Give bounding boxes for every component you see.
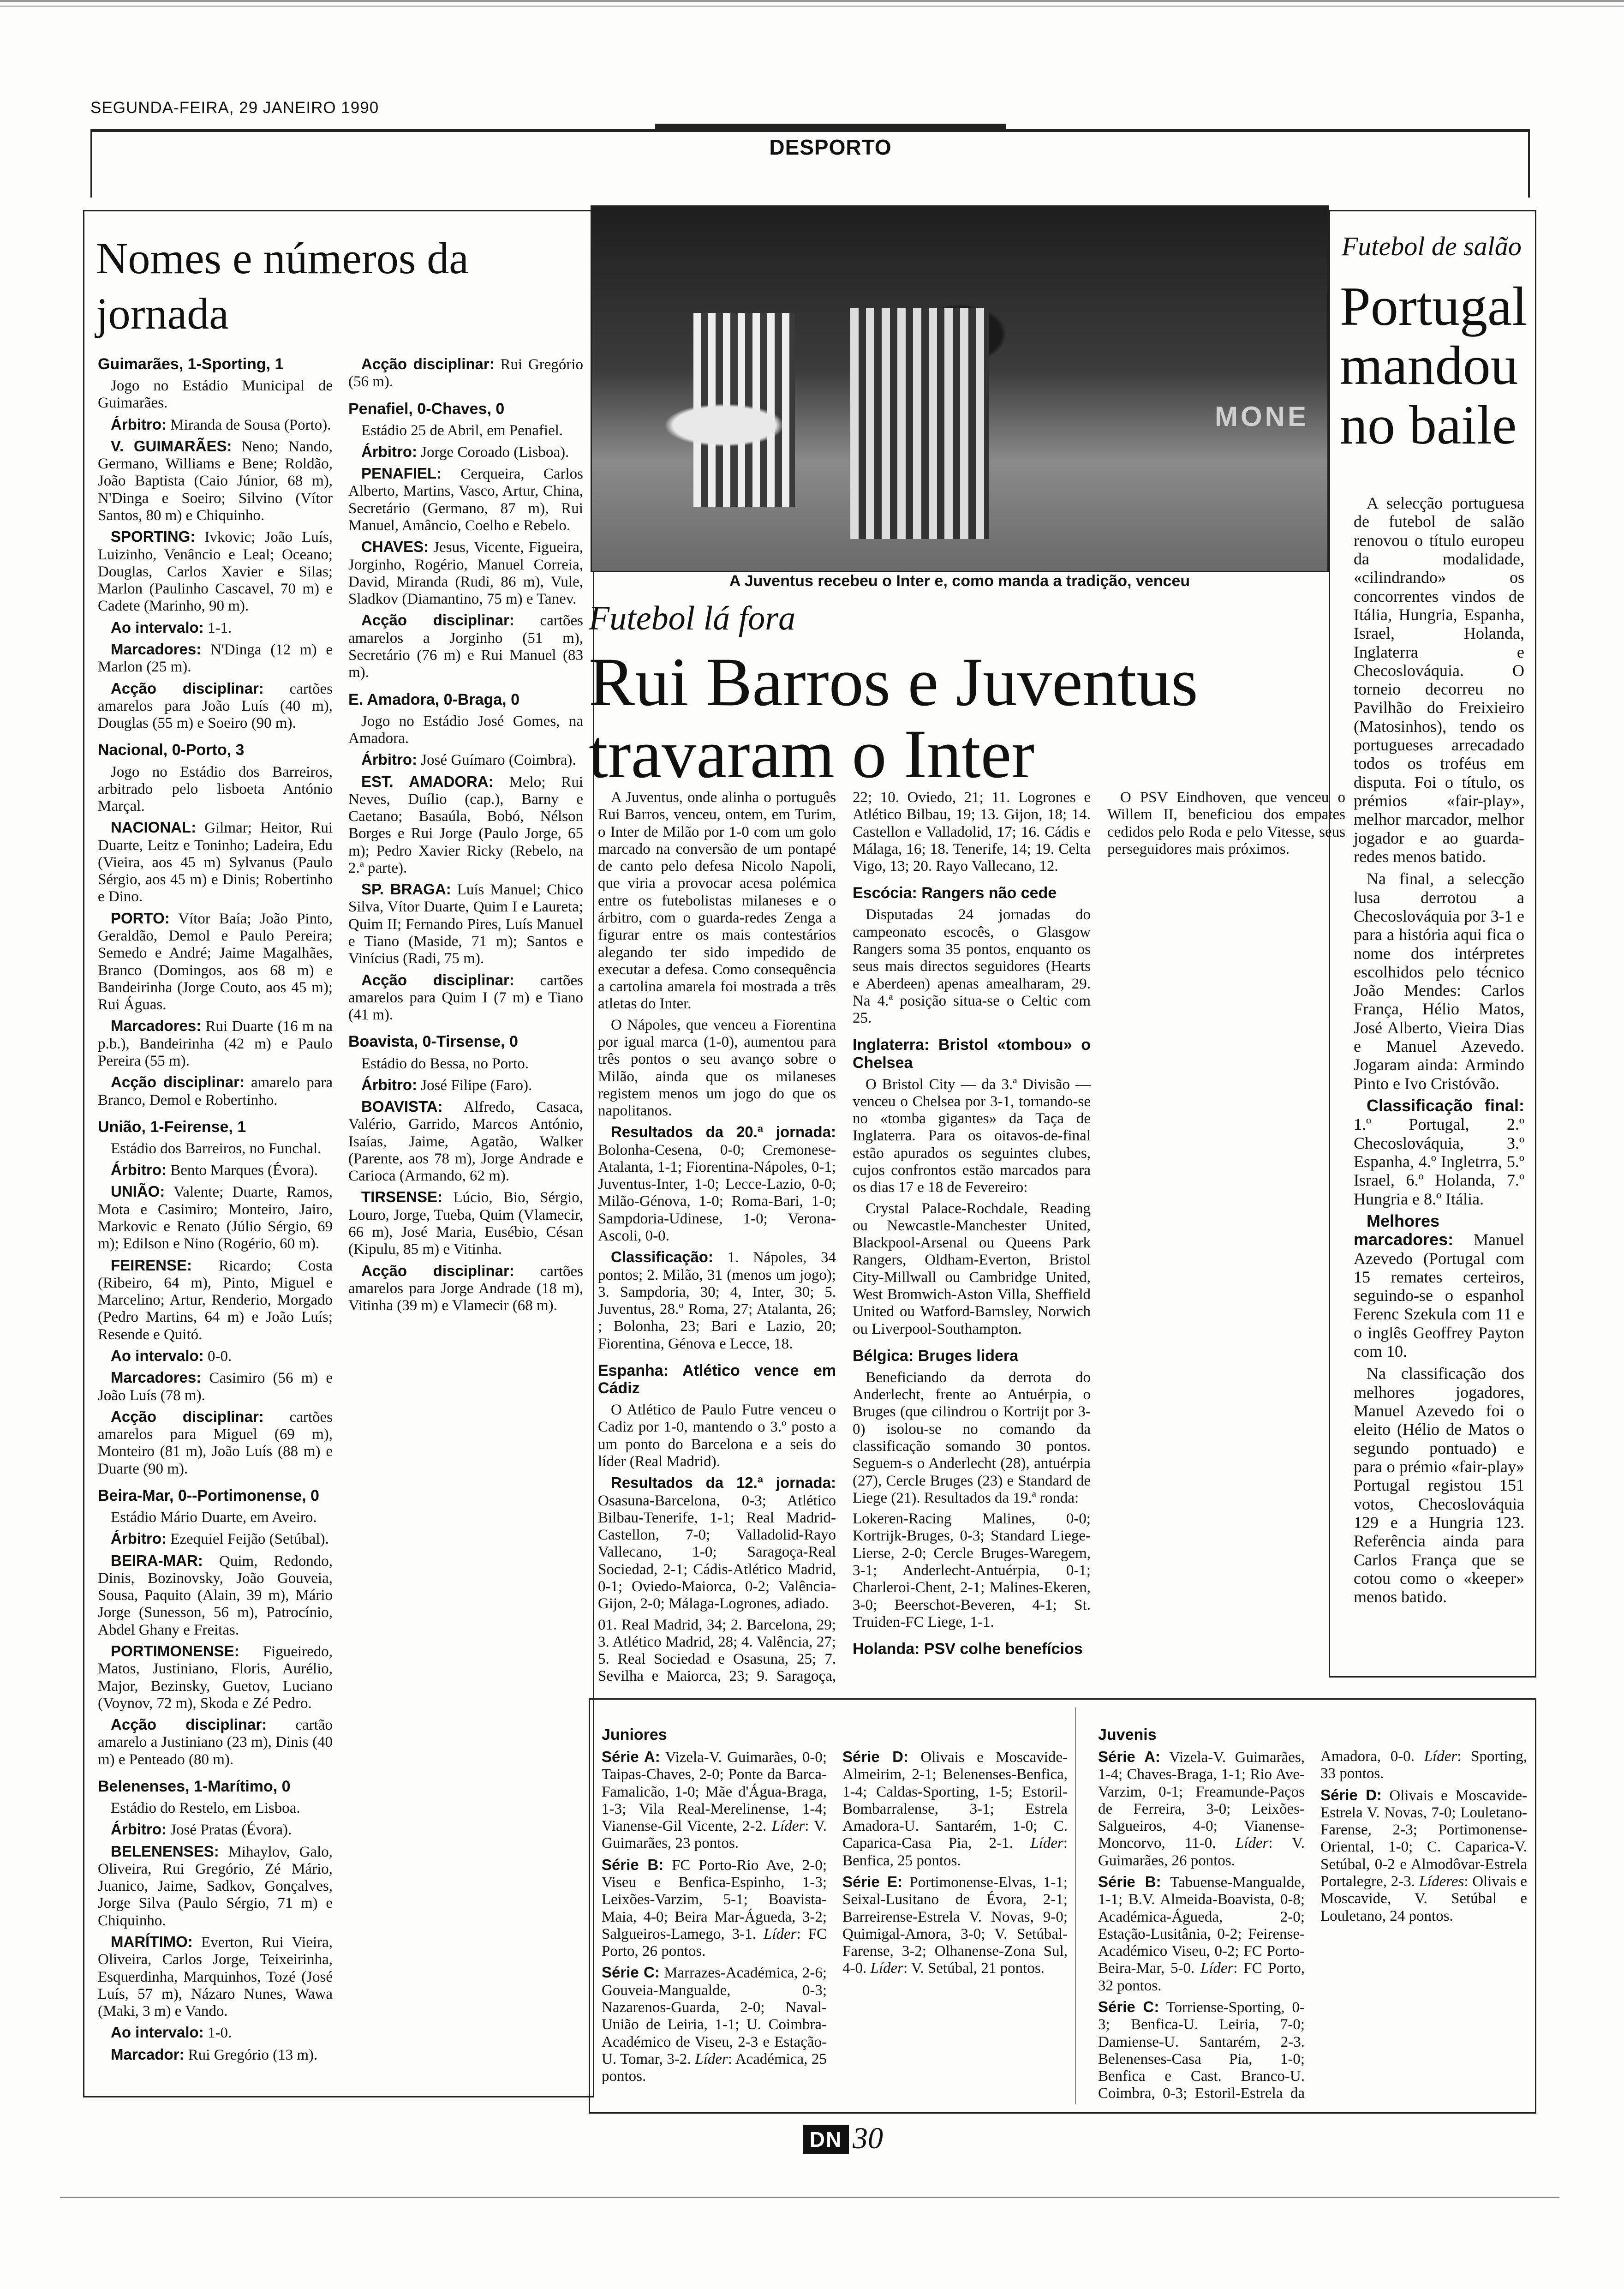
frame-right (1528, 132, 1530, 198)
bottom-rule (60, 2197, 1559, 2198)
juniores-section (602, 1726, 1068, 2103)
match-report: Estádio dos Barreiros, no Funchal. Árbitro: Bento Marques (Évora). UNIÃO: Valente; Duarte, Ramos, Mota e Casimiro; Monteiro, Jairo, Markovic e Renato (Júlio Sérgio, 69 m); Edilson e Nino (Rogério, 60 m). FEIRENSE: Ricardo; Costa (Ribeiro, 64 m), Pinto, Miguel e Marcelino; Artur, Renderio, Morgado (Pedro Martins, 64 m) e João Luís; Resende e Quitó. Ao intervalo: 0-0. Marcadores: Casimiro (56 m) e João Luís (78 m). Acção disciplinar: cartões amarelos para Miguel (69 m), Monteiro (81 m), João Luís (88 m) e Duarte (90 m). (98, 1140, 333, 1477)
match-heading: Penafiel, 0-Chaves, 0 (348, 400, 505, 418)
main-kicker: Futebol lá fora (589, 599, 796, 637)
results-title: Nomes e números da jornada (96, 234, 469, 338)
side-headline: Portugal mandou no baile (1340, 276, 1528, 455)
page-number: 30 (853, 2121, 883, 2155)
match-report: Estádio do Restelo, em Lisboa. Árbitro: José Pratas (Évora). BELENENSES: Mihaylov, Galo, Oliveira, Rui Gregório, Zé Mário, Juanico, Jaime, Sadkov, Gonçalves, Jorge Silva (Paulo Sérgio, 71 m) e Chiquinho. MARÍTIMO: Everton, Rui Vieira, Oliveira, Carlos Jorge, Teixeirinha, Esquerdinha, Marquinhos, Tozé (José Luís, 57 m), Názaro Nunes, Wawa (Maki, 3 m) e Vando. Ao intervalo: 1-0. Marcador: Rui Gregório (13 m). Acção disciplinar: Rui Gregório (56 m). (98, 355, 583, 2063)
side-article-body: A selecção portuguesa de futebol de salão renovou o título europeu da modalidade, «cilindrando» os concorrentes vindos de Itália, Hungria, Espanha, Israel, Holanda, Inglaterra e Checoslováquia. O torneio decorreu no Pavilhão do Freixieiro (Matosinhos), tendo os portugueses arrecadado todos os troféus em disputa. Foi o título, os prémios «fair-play», melhor marcador, melhor jogador e ao guarda-redes menos batido. Na final, a selecção lusa derrotou a Checoslováquia por 3-1 e para a história aqui fica o nome dos intérpretes escolhidos pelo técnico João Mendes: Carlos França, Hélio Matos, José Alberto, Vieira Dias e Manuel Azevedo. Jogaram ainda: Armindo Pinto e Ivo Cristóvão. Classificação final: 1.º Portugal, 2.º Checoslováquia, 3.º Espanha, 4.º Ingletrra, 5.º Israel, 6.º Holanda, 7.º Hungria e 8.º Itália. Melhores marcadores: Manuel Azevedo (Portugal com 15 remates certeiros, seguindo-se o espanhol Ferenc Szekula com 11 e o inglês Geoffrey Payton com 10. Na classificação dos melhores jogadores, Manuel Azevedo foi o eleito (Hélio de Matos o segundo pontuado) e para o prémio «fair-play» Portugal registou 151 votos, Checoslováquia 129 e a Hungria 123. Referência ainda para Carlos França que se cotou como o «keeper» menos batido. (1354, 494, 1524, 1606)
date-line: SEGUNDA-FEIRA, 29 JANEIRO 1990 (90, 99, 379, 117)
photo-ad-board: MONE (1215, 401, 1309, 432)
section-bar (655, 124, 1006, 130)
section-title: DESPORTO (769, 135, 892, 159)
juniores-body: Série A: Vizela-V. Guimarães, 0-0; Taipas-Chaves, 2-0; Ponte da Barca-Famalicão, 1-0; Mãe d'Água-Braga, 1-3; Vila Real-Merelinense, 1-4; Vianense-Gil Vicente, 2-2. Líder: V. Guimarães, 23 pontos. Série B: FC Porto-Rio Ave, 2-0; Viseu e Benfica-Espinho, 1-3; Leixões-Varzim, 5-1; Boavista-Maia, 4-0; Beira Mar-Águeda, 3-2; Salgueiros-Lamego, 3-1. Líder: FC Porto, 26 pontos. Série C: Marrazes-Académica, 2-6; Gouveia-Mangualde, 0-3; Nazarenos-Guarda, 2-0; Naval-União de Leiria, 1-1; U. Coimbra-Académico de Viseu, 2-3 e Estação-U. Tomar, 3-2. Líder: Académica, 25 pontos. Série D: Olivais e Moscavide-Almeirim, 2-1; Belenenses-Benfica, 1-4; Caldas-Sporting, 1-5; Estoril-Bombarralense, 3-1; Estrela Amadora-U. Santarém, 1-0; C. Caparica-Casa Pia, 2-1. Líder: Benfica, 25 pontos. Série E: Portimonense-Elvas, 1-1; Seixal-Lusitano de Évora, 2-1; Barreirense-Estrela V. Novas, 9-0; Quimigal-Amora, 3-0; V. Setúbal-Farense, 3-2; Olhanense-Zona Sul, 4-0. Líder: V. Setúbal, 21 pontos. (602, 1748, 1068, 2085)
match-photo (591, 205, 1329, 572)
match-heading: Belenenses, 1-Marítimo, 0 (98, 1778, 291, 1795)
frame-left (90, 132, 92, 198)
match-report: Jogo no Estádio dos Barreiros, arbitrado pelo lisboeta António Marçal. NACIONAL: Gilmar; Heitor, Rui Duarte, Leitz e Toninho; Ladeira, Edu (Vieira, aos 45 m) Sylvanus (Paulo Sérgio, aos 45 m) e Dinis; Robertinho e Dino. PORTO: Vítor Baía; João Pinto, Geraldão, Demol e Paulo Pereira; Semedo e André; Jaime Magalhães, Branco (Domingos, aos 68 m) e Bandeirinha (Jorge Couto, aos 45 m); Rui Águas. Marcadores: Rui Duarte (16 m na p.b.), Bandeirinha (42 m) e Paulo Pereira (55 m). Acção disciplinar: amarelo para Branco, Demol e Robertinho. (98, 763, 333, 1109)
match-heading: Beira-Mar, 0--Portimonense, 0 (98, 1486, 319, 1504)
match-heading: E. Amadora, 0-Braga, 0 (348, 690, 519, 708)
match-report: Jogo no Estádio José Gomes, na Amadora. Árbitro: José Guímaro (Coimbra). EST. AMADORA: Melo; Rui Neves, Duílio (cap.), Barny e Caetano; Basaúla, Bobó, Nélson Borges e Rui Jorge (Paulo Jorge, 65 m); Pedro Xavier Ricky (Rebelo, na 2.ª parte). SP. BRAGA: Luís Manuel; Chico Silva, Vítor Duarte, Quim I e Laureta; Quim II; Fernando Pires, Luís Manuel e Tiano (Maside, 71 m); Santos e Vinícius (Radi, 75 m). Acção disciplinar: cartões amarelos para Quim I (7 m) e Tiano (41 m). (348, 713, 583, 1024)
main-headline: Rui Barros e Juventus travaram o Inter (589, 644, 1198, 792)
juniores-title: Juniores (602, 1726, 667, 1744)
juvenis-section (1098, 1726, 1527, 2103)
youth-divider (1075, 1708, 1076, 2104)
match-heading: Nacional, 0-Porto, 3 (98, 741, 245, 759)
match-report: Estádio do Bessa, no Porto. Árbitro: José Filipe (Faro). BOAVISTA: Alfredo, Casaca, Valério, Garrido, Marcos António, Isaías, Jaime, Agatão, Walker (Parente, aos 78 m), Jorge Andrade e Carioca (Armando, 62 m). TIRSENSE: Lúcio, Bio, Sérgio, Louro, Jorge, Tueba, Quim (Vlamecir, 66 m), José Maria, Eusébio, Césan (Kipulu, 85 m) e Vitinha. Acção disciplinar: cartões amarelos para Jorge Andrade (18 m), Vitinha (39 m) e Vlamecir (68 m). (348, 1055, 583, 1314)
photo-caption: A Juventus recebeu o Inter e, como manda a tradição, venceu (729, 572, 1190, 590)
top-edge-2 (0, 6, 1624, 7)
match-report: Jogo no Estádio Municipal de Guimarães. Árbitro: Miranda de Sousa (Porto). V. GUIMARÃES: Neno; Nando, Germano, Williams e Bene; Roldão, João Baptista (Caio Júnior, 68 m), N'Dinga e Soeiro; Silvino (Vítor Santos, 80 m) e Chiquinho. SPORTING: Ivkovic; João Luís, Luizinho, Venâncio e Leal; Oceano; Douglas, Carlos Xavier e Silas; Marlon (Paulinho Cascavel, 70 m) e Cadete (Marinho, 90 m). Ao intervalo: 1-1. Marcadores: N'Dinga (12 m) e Marlon (25 m). Acção disciplinar: cartões amarelos para João Luís (40 m), Douglas (55 m) e Soeiro (90 m). (98, 378, 333, 732)
match-heading: Guimarães, 1-Sporting, 1 (98, 355, 284, 373)
top-edge (0, 0, 1624, 2)
match-heading: Boavista, 0-Tirsense, 0 (348, 1033, 518, 1051)
dn-logo: DN (803, 2125, 849, 2154)
juvenis-body: Série A: Vizela-V. Guimarães, 1-4; Chaves-Braga, 1-1; Rio Ave-Varzim, 0-1; Freamunde-Paços de Ferreira, 3-0; Leixões-Salgueiros, 4-0; Vianense-Moncorvo, 11-0. Líder: V. Guimarães, 26 pontos. Série B: Tabuense-Mangualde, 1-1; B.V. Almeida-Boavista, 0-8; Académica-Águeda, 2-0; Estação-Lusitânia, 0-2; Feirense-Académico Viseu, 0-2; FC Porto-Beira-Mar, 5-0. Líder: FC Porto, 32 pontos. Série C: Torriense-Sporting, 0-3; Benfica-U. Leiria, 7-0; Damiense-U. Santarém, 2-3. Belenenses-Casa Pia, 1-0; Benfica e Cast. Branco-U. Coimbra, 0-3; Estoril-Estrela da Amadora, 0-0. Líder: Sporting, 33 pontos. Série D: Olivais e Moscavide-Estrela V. Novas, 7-0; Louletano-Farense, 2-3; Portimonense-Oriental, 1-0; C. Caparica-V. Setúbal, 0-2 e Almodôvar-Estrela Portalegre, 2-3. Líderes: Olivais e Moscavide, V. Setúbal e Louletano, 24 pontos. (1098, 1748, 1528, 2102)
juvenis-title: Juvenis (1098, 1726, 1157, 1744)
match-heading: União, 1-Feirense, 1 (98, 1118, 246, 1136)
match-report: Estádio 25 de Abril, em Penafiel. Árbitro: Jorge Coroado (Lisboa). PENAFIEL: Cerqueira, Carlos Alberto, Martins, Vasco, Artur, China, Secretário (Germano, 87 m), Rui Manuel, Amâncio, Coelho e Rebelo. CHAVES: Jesus, Vicente, Figueira, Jorginho, Rogério, Manuel Correia, David, Miranda (Rudi, 86 m), Vule, Sladkov (Diamantino, 75 m) e Tanev. Acção disciplinar: cartões amarelos a Jorginho (51 m), Secretário (76 m) e Rui Manuel (83 m). (348, 422, 583, 681)
main-article-body: A Juventus, onde alinha o português Rui Barros, venceu, ontem, em Turim, o Inter de Milão por 1-0 com um golo marcado na conversão de um pontapé de canto pelo defesa Nicolo Napoli, que viria a provocar acesa polémica entre os futebolistas milaneses e o árbitro, com o guarda-redes Zenga a figurar entre os mais contestários alegando ter sido impedido de executar a defesa. Como consequência a cartolina amarela foi mostrada a três atletas do Inter. O Nápoles, que venceu a Fiorentina por igual marca (1-0), aumentou para três pontos o seu avanço sobre o Milão, ainda que os milaneses registem menos um jogo do que os napolitanos. Resultados da 20.ª jornada: Bolonha-Cesena, 0-0; Cremonese-Atalanta, 1-1; Fiorentina-Nápoles, 0-1; Juventus-Inter, 1-0; Lecce-Lazio, 0-0; Milão-Génova, 1-0; Roma-Bari, 1-0; Sampdoria-Udinese, 1-0; Verona-Ascoli, 0-0. Classificação: 1. Nápoles, 34 pontos; 2. Milão, 31 (menos um jogo); 3. Sampdoria, 30; 4, Inter, 30; 5. Juventus, 28.º Roma, 27; Atalanta, 26; ; Bolonha, 23; Bari e Lazio, 20; Fiorentina, Génova e Lecce, 18. Espanha: Atlético vence em Cádiz O Atlético de Paulo Futre venceu o Cadiz por 1-0, mantendo o 3.º posto a um ponto do Barcelona e a seis do líder (Real Madrid). Resultados da 12.ª jornada: Osasuna-Barcelona, 0-3; Atlético Bilbau-Tenerife, 1-1; Real Madrid-Castellon, 7-0; Valladolid-Rayo Vallecano, 1-0; Saragoça-Real Sociedad, 2-1; Cádis-Atlético Madrid, 0-1; Oviedo-Maiorca, 0-2; Valência-Gijon, 2-0; Málaga-Logrones, adiado. 01. Real Madrid, 34; 2. Barcelona, 29; 3. Atlético Madrid, 28; 4. Valência, 27; 5. Real Sociedad e Osasuna, 25; 7. Sevilha e Maiorca, 23; 9. Saragoça, 22; 10. Oviedo, 21; 11. Logrones e Atlético Bilbau, 19; 13. Gijon, 18; 14. Castellon e Valladolid, 17; 16. Cádis e Málaga, 16; 18. Tenerife, 14; 19. Celta Vigo, 13; 20. Rayo Vallecano, 12. Escócia: Rangers não cede Disputadas 24 jornadas do campeonato escocês, o Glasgow Rangers soma 35 pontos, enquanto os seus mais directos seguidores (Hearts e Aberdeen) apenas amealharam, 29. Na 4.ª posição situa-se o Celtic com 25. Inglaterra: Bristol «tombou» o Chelsea O Bristol City — da 3.ª Divisão — venceu o Chelsea por 3-1, tornando-se no «tomba gigantes» da Taça de Inglaterra. Para os oitavos-de-final estão apurados os seguintes clubes, cujos confrontos estão marcados para os dias 17 e 18 de Fevereiro: Crystal Palace-Rochdale, Reading ou Newcastle-Manchester United, Blackpool-Arsenal ou Queens Park Rangers, Oldham-Everton, Bristol City-Millwall ou Cambridge United, West Bromwich-Aston Villa, Sheffield United ou Watford-Barnsley, Norwich ou Liverpool-Southampton. Bélgica: Bruges lidera Beneficiando da derrota do Anderlecht, frente ao Antuérpia, o Bruges (que cilindrou o Kortrijt por 3-0) isolou-se no comando da classificação somando 30 pontos. Seguem-s o Anderlecht (28), antuérpia (27), Cercle Bruges (23) e Standard de Liege (21). Resultados da 19.ª ronda: Lokeren-Racing Malines, 0-0; Kortrijk-Bruges, 0-3; Standard Liege-Lierse, 2-0; Cercle Bruges-Waregem, 3-1; Anderlecht-Antuérpia, 0-1; Charleroi-Chent, 2-1; Malines-Ekeren, 3-0; Beerschot-Beveren, 4-1; St. Truiden-FC Liege, 1-1. Holanda: PSV colhe benefícios O PSV Eindhoven, que venceu o Willem II, beneficiou dos empates cedidos pelo Roda e pelo Vitesse, seus perseguidores mais próximos. (598, 789, 1345, 1685)
side-kicker: Futebol de salão (1342, 231, 1522, 261)
match-report: Estádio Mário Duarte, em Aveiro. Árbitro: Ezequiel Feijão (Setúbal). BEIRA-MAR: Quim, Redondo, Dinis, Bozinovsky, João Gouveia, Sousa, Paquito (Alain, 39 m), Mário Jorge (Sunesson, 56 m), Patrocínio, Abdel Ghany e Freitas. PORTIMONENSE: Figueiredo, Matos, Justiniano, Floris, Aurélio, Major, Bezinsky, Guetov, Luciano (Voynov, 72 m), Skoda e Zé Pedro. Acção disciplinar: cartão amarelo a Justiniano (23 m), Dinis (40 m) e Penteado (80 m). (98, 1509, 333, 1768)
results-columns (98, 355, 583, 2095)
